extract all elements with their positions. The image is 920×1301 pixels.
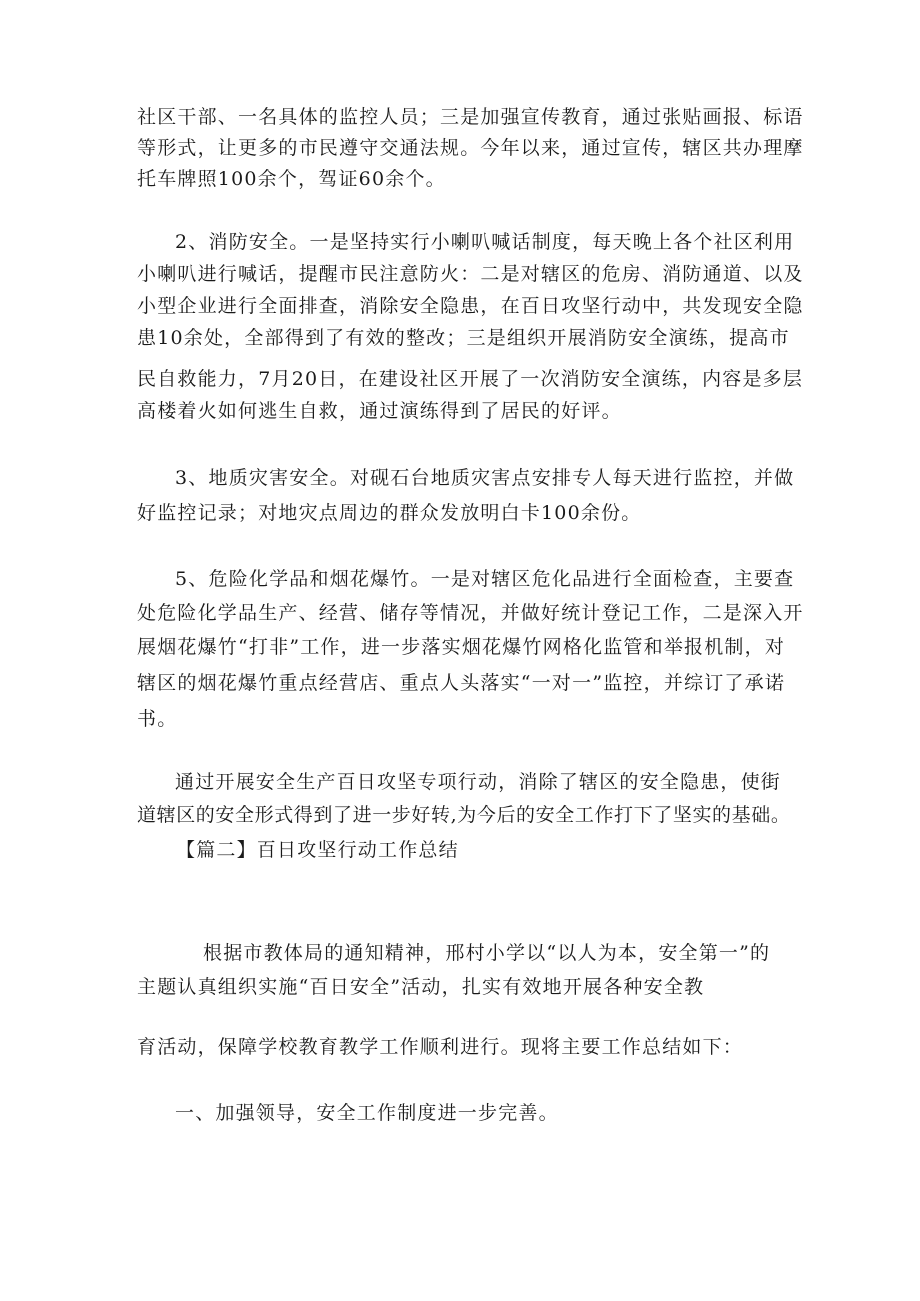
text-line: 书。 (137, 708, 178, 730)
text-line: 2、消防安全。一是坚持实行小喇叭喊话制度，每天晚上各个社区利用 (175, 231, 795, 253)
text-line: 民自救能力，7月20日，在建设社区开展了一次消防安全演练，内容是多层 (137, 368, 804, 390)
text-line: 小型企业进行全面排查，消除安全隐患，在百日攻坚行动中，共发现安全隐 (137, 295, 804, 317)
text-line: 3、地质灾害安全。对砚石台地质灾害点安排专人每天进行监控，并做 (175, 467, 795, 489)
text-line: 好监控记录；对地灾点周边的群众发放明白卡100余份。 (137, 502, 642, 524)
text-line: 社区干部、一名具体的监控人员；三是加强宣传教育，通过张贴画报、标语 (137, 106, 804, 128)
text-line: 辖区的烟花爆竹重点经营店、重点人头落实“一对一”监控，并综订了承诺 (137, 672, 786, 694)
text-line: 道辖区的安全形式得到了进一步好转,为今后的安全工作打下了坚实的基础。 (137, 804, 791, 826)
text-line: 患10余处，全部得到了有效的整改；三是组织开展消防安全演练，提高市 (137, 327, 790, 349)
text-line: 主题认真组织实施“百日安全”活动，扎实有效地开展各种安全教 (137, 976, 705, 998)
text-line: 等形式，让更多的市民遵守交通法规。今年以来，通过宣传，辖区共办理摩 (137, 137, 804, 159)
text-line: 处危险化学品生产、经营、储存等情况，并做好统计登记工作，二是深入开 (137, 602, 804, 624)
text-line: 小喇叭进行喊话，提醒市民注意防火：二是对辖区的危房、消防通道、以及 (137, 263, 804, 285)
text-line: 根据市教体局的通知精神，邢村小学以“以人为本，安全第一”的 (203, 942, 771, 964)
text-line: 展烟花爆竹“打非”工作，进一步落实烟花爆竹网格化监管和举报机制，对 (137, 636, 786, 658)
text-line: 托车牌照100余个，驾证60余个。 (137, 168, 446, 190)
text-line: 育活动，保障学校教育教学工作顺利进行。现将主要工作总结如下： (137, 1036, 744, 1058)
subheading-strengthen-leadership: 一、加强领导，安全工作制度进一步完善。 (175, 1102, 559, 1124)
text-line: 高楼着火如何逃生自救，通过演练得到了居民的好评。 (137, 400, 622, 422)
text-line: 5、危险化学品和烟花爆竹。一是对辖区危化品进行全面检查，主要查 (175, 568, 795, 590)
text-line: 通过开展安全生产百日攻坚专项行动，消除了辖区的安全隐患，使街 (175, 771, 782, 793)
section-heading: 【篇二】百日攻坚行动工作总结 (176, 839, 459, 861)
